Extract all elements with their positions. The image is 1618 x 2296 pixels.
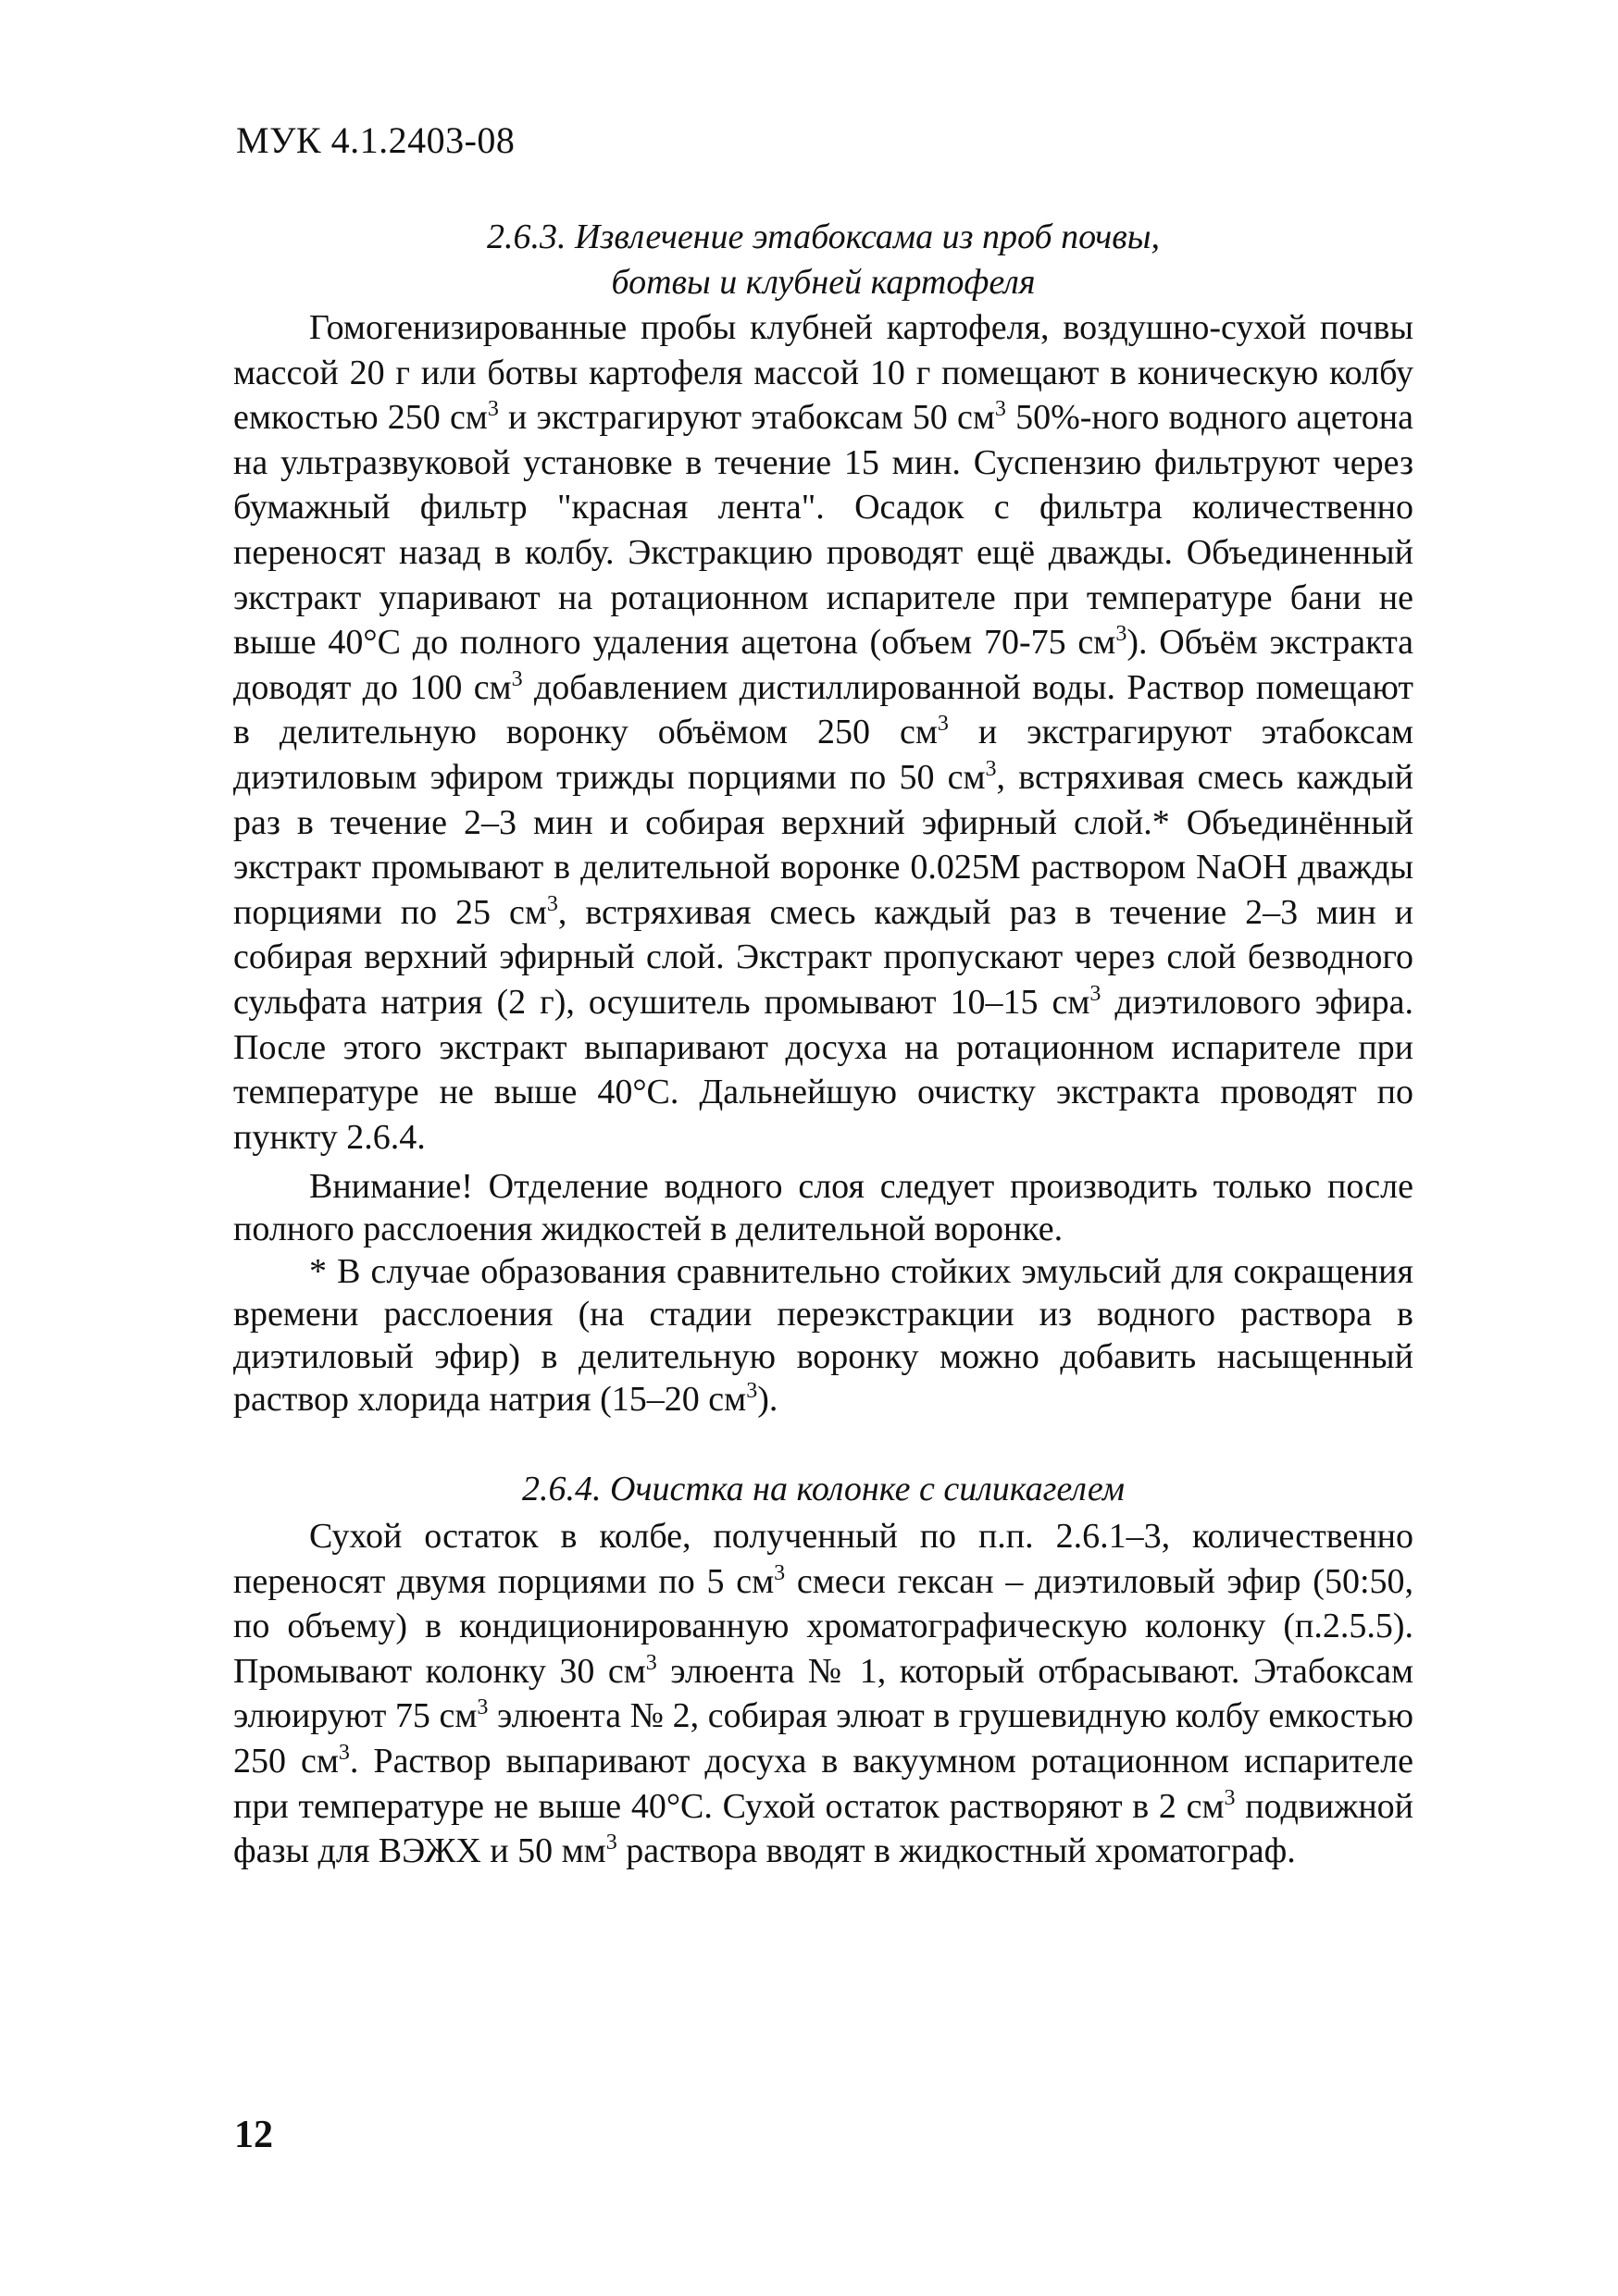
text-run: и экстрагируют этабоксам 50 см [498, 398, 995, 438]
text-run: * В случае образования сравнительно стойких эмульсий для сокращения времени расслоения (на стадии переэкстракции из водного раствора в диэтиловый эфир) в делительную воронку можно добавить насыщенный раствор хлорида натрия (15–20 см [233, 1252, 1413, 1420]
superscript: 3 [477, 1695, 489, 1720]
text-run: подвижной фазы для ВЭЖХ и 50 мм [233, 1786, 1413, 1871]
superscript: 3 [937, 712, 949, 737]
text-run: Сухой остаток в колбе, полученный по п.п. 2.6.1–3, количественно переносят двумя порциями по 5 см [233, 1517, 1413, 1601]
text-run: . Раствор выпаривают досуха в вакуумном ротационном испарителе при температуре не выше 40°С. Сухой остаток растворяют в 2 см [233, 1741, 1413, 1826]
section-heading-line-1: 2.6.3. Извлечение этабоксама из проб почвы, [487, 217, 1160, 256]
text-run: ). Объём экстракта доводят до 100 см [233, 623, 1414, 707]
superscript: 3 [1224, 1785, 1236, 1810]
text-run: , встряхивая смесь каждый раз в течение 2–3 мин и собирая верхний эфирный слой. Экстракт пропускают через слой безводного сульфата натрия (2 г), осушитель промывают 10–15 см [233, 892, 1413, 1022]
text-run: элюента № 1, который отбрасывают. Этабоксам элюируют 75 см [233, 1651, 1413, 1736]
section-heading-line-2: ботвы и клубней картофеля [611, 263, 1036, 302]
section-2-6-4 [233, 1467, 1413, 1874]
text-run: смеси гексан – диэтиловый эфир (50:50, по объему) в кондиционированную хроматографическую колонку (п.2.5.5). Промывают колонку 30 см [233, 1561, 1414, 1691]
footnote-paragraph [233, 1250, 1413, 1421]
text-run: добавлением дистиллированной воды. Раствор помещают в делительную воронку объёмом 250 см [233, 667, 1413, 752]
superscript: 3 [774, 1560, 786, 1585]
superscript: 3 [511, 666, 523, 691]
text-run: диэтилового эфира. После этого экстракт выпаривают досуха на ротационном испарителе при температуре не выше 40°С. Дальнейшую очистку экстракта проводят по пункту 2.6.4. [233, 982, 1413, 1157]
superscript: 3 [645, 1650, 657, 1675]
text-run: раствора вводят в жидкостный хроматограф. [616, 1831, 1296, 1871]
section-heading [233, 215, 1413, 305]
extraction-paragraph [233, 305, 1413, 1160]
superscript: 3 [746, 1379, 758, 1404]
superscript: 3 [487, 397, 499, 422]
section-2-6-3 [233, 215, 1413, 1421]
document-code-header: МУК 4.1.2403-08 [236, 119, 516, 161]
text-run: и экстрагируют этабоксам диэтиловым эфиром трижды порциями по 50 см [233, 713, 1414, 797]
superscript: 3 [546, 891, 558, 916]
text-run: ). [757, 1380, 778, 1420]
superscript: 3 [1089, 981, 1101, 1006]
text-run: 50%-ного водного ацетона на ультразвуковой установке в течение 15 мин. Суспензию фильтруют через бумажный фильтр "красная лента". Осадок с фильтра количественно переносят назад в колбу. Экстракцию проводят ещё дважды. Объединенный экстракт упаривают на ротационном испарителе при температуре бани не выше 40°С до полного удаления ацетона (объем 70-75 см [233, 398, 1413, 663]
text-run: элюента № 2, собирая элюат в грушевидную колбу емкостью 250 см [233, 1696, 1413, 1781]
superscript: 3 [605, 1831, 617, 1855]
superscript: 3 [1115, 622, 1127, 647]
superscript: 3 [985, 756, 997, 781]
page-number: 12 [234, 2114, 273, 2156]
cleanup-paragraph [233, 1514, 1413, 1874]
superscript: 3 [338, 1740, 350, 1765]
superscript: 3 [994, 397, 1006, 422]
section-heading: 2.6.4. Очистка на колонке с силикагелем [521, 1470, 1126, 1508]
text-run: , встряхивая смесь каждый раз в течение 2–3 мин и собирая верхний эфирный слой.* Объединённый экстракт промывают в делительной воронке 0.025М раствором NaOH дважды порциями по 25 см [233, 757, 1413, 932]
text-run: Гомогенизированные пробы клубней картофеля, воздушно-сухой почвы массой 20 г или ботвы картофеля массой 10 г помещают в коническую колбу емкостью 250 см [233, 308, 1413, 438]
warning-paragraph: Внимание! Отделение водного слоя следует производить только после полного расслоения жидкостей в делительной воронке. [233, 1167, 1413, 1249]
